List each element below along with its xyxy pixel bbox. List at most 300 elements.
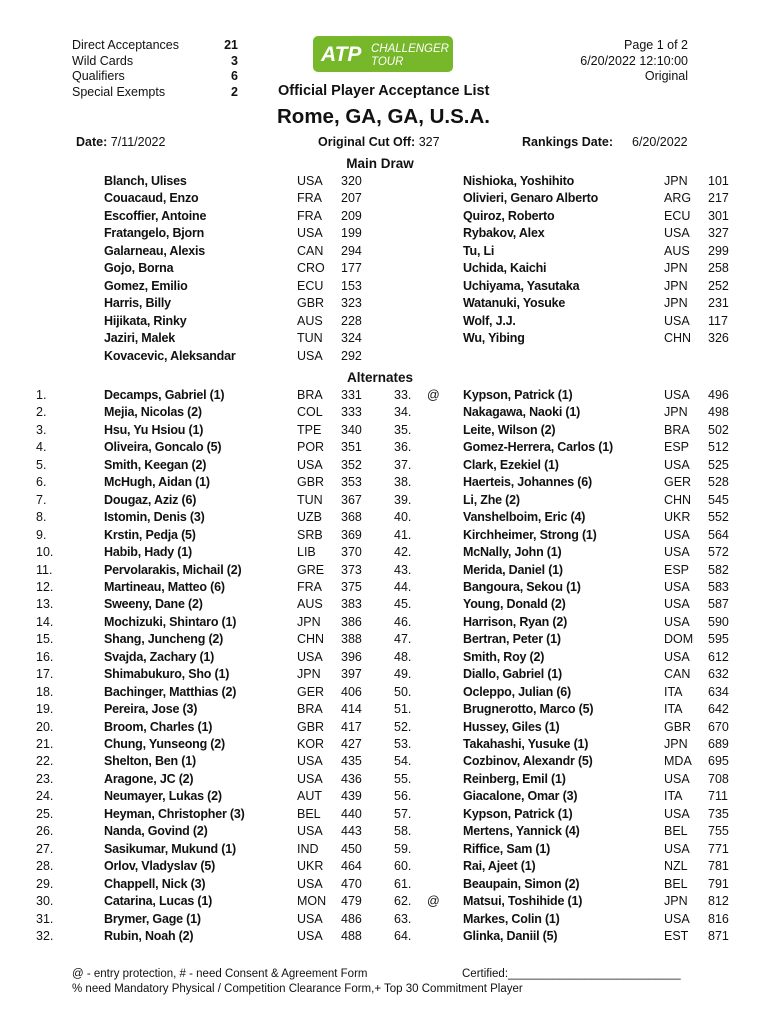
player-country: BEL <box>664 876 688 891</box>
player-country: JPN <box>664 405 688 420</box>
rankings-date-label: Rankings Date: <box>522 135 613 149</box>
player-rank: 708 <box>708 771 729 786</box>
player-rank: 414 <box>341 702 362 717</box>
player-name: Watanuki, Yosuke <box>463 296 566 311</box>
player-rank: 525 <box>708 457 729 472</box>
player-country: USA <box>664 313 690 328</box>
tournament-name: Rome, GA, GA, U.S.A. <box>277 105 490 128</box>
player-name: Galarneau, Alexis <box>104 243 206 258</box>
alternate-number: 46. <box>394 614 412 629</box>
player-country: USA <box>664 527 690 542</box>
player-rank: 464 <box>341 859 362 874</box>
alternate-number: 39. <box>394 492 412 507</box>
player-rank: 816 <box>708 911 729 926</box>
summary-row <box>72 38 238 54</box>
summary-count: 21 <box>224 38 238 52</box>
player-country: USA <box>664 911 690 926</box>
player-country: FRA <box>297 191 322 206</box>
player-rank: 373 <box>341 562 362 577</box>
player-rank: 326 <box>708 331 729 346</box>
player-country: KOR <box>297 737 325 751</box>
player-country: COL <box>297 405 323 420</box>
entry-protection-mark: @ <box>427 388 440 402</box>
alternate-number: 43. <box>394 562 412 577</box>
player-name: Heyman, Christopher (3) <box>104 806 245 821</box>
alternate-number: 50. <box>394 684 412 699</box>
player-rank: 590 <box>708 614 729 629</box>
player-name: Kovacevic, Aleksandar <box>104 348 236 363</box>
atp-challenger-logo <box>313 35 453 73</box>
player-rank: 436 <box>341 771 362 786</box>
player-country: CRO <box>297 261 325 276</box>
player-name: Markes, Colin (1) <box>463 911 560 926</box>
player-rank: 443 <box>341 824 362 839</box>
player-rank: 351 <box>341 440 362 455</box>
player-name: Chappell, Nick (3) <box>104 876 206 891</box>
player-rank: 294 <box>341 243 362 258</box>
alternate-number: 56. <box>394 789 412 804</box>
player-name: Harrison, Ryan (2) <box>463 614 568 629</box>
player-rank: 564 <box>708 527 729 542</box>
player-country: USA <box>664 457 690 472</box>
player-name: Pervolarakis, Michail (2) <box>104 562 242 577</box>
player-country: USA <box>297 174 323 188</box>
alternate-number: 23. <box>36 771 54 786</box>
generated-datetime: 6/20/2022 12:10:00 <box>580 53 688 68</box>
player-country: BRA <box>297 388 323 402</box>
player-rank: 595 <box>708 632 729 647</box>
player-name: Hussey, Giles (1) <box>463 719 560 734</box>
alternate-number: 17. <box>36 667 54 682</box>
player-name: Aragone, JC (2) <box>104 771 194 786</box>
player-country: FRA <box>297 208 322 223</box>
player-name: Diallo, Gabriel (1) <box>463 667 563 682</box>
player-country: BRA <box>297 702 323 717</box>
player-rank: 397 <box>341 667 362 682</box>
player-name: Brymer, Gage (1) <box>104 911 201 926</box>
alternate-number: 4. <box>36 440 47 455</box>
player-name: Oliveira, Goncalo (5) <box>104 440 222 455</box>
summary-count: 6 <box>231 69 238 83</box>
main-draw-heading: Main Draw <box>346 156 414 171</box>
summary-row <box>72 85 238 101</box>
alternate-number: 20. <box>36 719 54 734</box>
alternate-number: 36. <box>394 440 412 455</box>
alternate-number: 5. <box>36 457 47 472</box>
alternate-number: 10. <box>36 545 54 560</box>
page-title: Official Player Acceptance List <box>278 83 490 99</box>
player-name: Blanch, Ulises <box>104 174 187 188</box>
player-country: GER <box>297 684 325 699</box>
alternate-number: 40. <box>394 510 412 525</box>
player-name: Haerteis, Johannes (6) <box>463 475 592 490</box>
alternate-number: 45. <box>394 597 412 612</box>
player-name: Mejia, Nicolas (2) <box>104 405 202 420</box>
player-country: USA <box>297 911 323 926</box>
player-rank: 735 <box>708 806 729 821</box>
player-country: JPN <box>664 261 688 276</box>
player-country: BRA <box>664 422 690 437</box>
alternate-number: 62. <box>394 894 412 909</box>
alternate-number: 27. <box>36 841 54 856</box>
player-rank: 470 <box>341 876 362 891</box>
player-rank: 324 <box>341 331 362 346</box>
player-name: Wolf, J.J. <box>463 313 516 328</box>
player-country: USA <box>297 348 323 363</box>
player-country: BEL <box>664 824 688 839</box>
alternate-number: 60. <box>394 859 412 874</box>
player-name: Gomez-Herrera, Carlos (1) <box>463 440 613 455</box>
player-name: Reinberg, Emil (1) <box>463 771 566 786</box>
player-country: NZL <box>664 859 688 874</box>
alternate-number: 38. <box>394 475 412 490</box>
player-name: Harris, Billy <box>104 296 171 311</box>
player-rank: 327 <box>708 226 729 241</box>
alternate-number: 37. <box>394 457 412 472</box>
alternate-number: 41. <box>394 527 412 542</box>
player-rank: 217 <box>708 191 729 206</box>
player-name: Leite, Wilson (2) <box>463 422 556 437</box>
player-rank: 333 <box>341 405 362 420</box>
player-name: Cozbinov, Alexandr (5) <box>463 754 593 769</box>
player-name: Istomin, Denis (3) <box>104 510 205 525</box>
entry-protection-mark: @ <box>427 894 440 909</box>
alternate-number: 19. <box>36 702 54 717</box>
player-name: Quiroz, Roberto <box>463 208 555 223</box>
player-name: Sweeny, Dane (2) <box>104 597 203 612</box>
player-name: McNally, John (1) <box>463 545 562 560</box>
player-country: MON <box>297 894 327 909</box>
player-name: Kypson, Patrick (1) <box>463 806 573 821</box>
player-country: USA <box>664 579 690 594</box>
player-name: Giacalone, Omar (3) <box>463 789 578 804</box>
summary-count: 2 <box>231 84 238 99</box>
summary-row <box>72 54 238 70</box>
player-country: UZB <box>297 510 322 525</box>
player-name: Gojo, Borna <box>104 261 174 276</box>
player-name: Takahashi, Yusuke (1) <box>463 737 589 751</box>
player-country: JPN <box>297 614 321 629</box>
alternate-number: 14. <box>36 614 54 629</box>
player-country: ECU <box>664 208 691 223</box>
alternate-number: 15. <box>36 632 54 647</box>
player-country: GBR <box>297 475 325 490</box>
player-name: Chung, Yunseong (2) <box>104 737 225 751</box>
player-name: Li, Zhe (2) <box>463 492 520 507</box>
player-country: JPN <box>664 296 688 311</box>
player-country: DOM <box>664 632 694 647</box>
alternate-number: 12. <box>36 579 54 594</box>
summary-label: Special Exempts <box>72 84 166 99</box>
player-rank: 117 <box>708 313 728 328</box>
alternate-number: 63. <box>394 911 412 926</box>
player-name: Dougaz, Aziz (6) <box>104 492 197 507</box>
player-country: JPN <box>664 737 688 751</box>
alternate-number: 29. <box>36 876 54 891</box>
player-country: UKR <box>297 859 324 874</box>
player-country: USA <box>664 545 690 560</box>
player-country: USA <box>664 226 690 241</box>
summary-label: Direct Acceptances <box>72 38 179 52</box>
player-rank: 383 <box>341 597 362 612</box>
player-name: Bachinger, Matthias (2) <box>104 684 237 699</box>
player-rank: 689 <box>708 737 729 751</box>
player-country: USA <box>664 771 690 786</box>
player-country: JPN <box>664 174 688 188</box>
player-name: Pereira, Jose (3) <box>104 702 198 717</box>
player-rank: 367 <box>341 492 362 507</box>
player-name: Bangoura, Sekou (1) <box>463 579 581 594</box>
alternate-number: 7. <box>36 492 47 507</box>
summary-count: 3 <box>231 53 238 68</box>
player-name: Rubin, Noah (2) <box>104 928 194 943</box>
player-country: CHN <box>664 331 692 346</box>
alternate-number: 28. <box>36 859 54 874</box>
alternate-number: 33. <box>394 388 412 402</box>
player-rank: 771 <box>708 841 729 856</box>
player-rank: 417 <box>341 719 362 734</box>
alternate-number: 26. <box>36 824 54 839</box>
player-rank: 634 <box>708 684 729 699</box>
alternate-number: 11. <box>36 562 53 577</box>
acceptance-summary <box>72 38 238 100</box>
alternate-number: 58. <box>394 824 412 839</box>
player-rank: 369 <box>341 527 362 542</box>
player-name: Uchiyama, Yasutaka <box>463 278 580 293</box>
alternate-number: 2. <box>36 405 47 420</box>
player-name: Orlov, Vladyslav (5) <box>104 859 216 874</box>
alternate-number: 24. <box>36 789 54 804</box>
player-country: USA <box>664 614 690 629</box>
alternate-number: 51. <box>394 702 412 717</box>
alternate-number: 30. <box>36 894 54 909</box>
player-rank: 755 <box>708 824 729 839</box>
alternate-number: 32. <box>36 928 54 943</box>
player-rank: 528 <box>708 475 729 490</box>
player-rank: 670 <box>708 719 729 734</box>
player-name: Catarina, Lucas (1) <box>104 894 213 909</box>
player-country: UKR <box>664 510 691 525</box>
player-rank: 695 <box>708 754 729 769</box>
player-country: FRA <box>297 579 322 594</box>
alternate-number: 31. <box>36 911 54 926</box>
player-country: TUN <box>297 331 323 346</box>
player-country: USA <box>297 754 323 769</box>
alternate-number: 44. <box>394 579 412 594</box>
player-name: Hijikata, Rinky <box>104 313 187 328</box>
alternate-number: 8. <box>36 510 47 525</box>
player-name: Mochizuki, Shintaro (1) <box>104 614 237 629</box>
player-rank: 812 <box>708 894 729 909</box>
player-country: GBR <box>664 719 692 734</box>
alternates-heading: Alternates <box>346 370 414 385</box>
player-name: Kypson, Patrick (1) <box>463 388 573 402</box>
svg-text:ATP: ATP <box>321 43 362 66</box>
player-rank: 502 <box>708 422 729 437</box>
player-country: USA <box>664 388 690 402</box>
player-country: AUS <box>664 243 690 258</box>
alternate-number: 53. <box>394 737 412 751</box>
player-name: Ocleppo, Julian (6) <box>463 684 572 699</box>
player-rank: 228 <box>341 313 362 328</box>
player-country: GER <box>664 475 692 490</box>
player-country: CAN <box>664 667 691 682</box>
alternate-number: 25. <box>36 806 54 821</box>
player-rank: 352 <box>341 457 362 472</box>
player-rank: 496 <box>708 388 729 402</box>
player-country: CHN <box>297 632 325 647</box>
player-country: JPN <box>297 667 321 682</box>
player-country: USA <box>297 876 323 891</box>
player-country: USA <box>297 771 323 786</box>
alternate-number: 64. <box>394 928 412 943</box>
player-rank: 498 <box>708 405 729 420</box>
player-name: Escoffier, Antoine <box>104 208 207 223</box>
player-name: Beaupain, Simon (2) <box>463 876 580 891</box>
player-name: Jaziri, Malek <box>104 331 176 346</box>
page-number: Page 1 of 2 <box>624 38 688 52</box>
player-name: Shang, Juncheng (2) <box>104 632 224 647</box>
player-name: Smith, Keegan (2) <box>104 457 207 472</box>
player-country: USA <box>297 928 323 943</box>
alternate-number: 48. <box>394 649 412 664</box>
player-country: GBR <box>297 719 325 734</box>
player-country: ARG <box>664 191 692 206</box>
player-country: MDA <box>664 754 692 769</box>
player-country: GRE <box>297 562 325 577</box>
player-country: CHN <box>664 492 692 507</box>
alternate-number: 49. <box>394 667 412 682</box>
player-rank: 177 <box>341 261 362 276</box>
player-name: Nakagawa, Naoki (1) <box>463 405 581 420</box>
player-name: Fratangelo, Bjorn <box>104 226 205 241</box>
alternate-number: 54. <box>394 754 412 769</box>
player-name: Habib, Hady (1) <box>104 545 192 560</box>
alternate-number: 18. <box>36 684 54 699</box>
player-rank: 209 <box>341 208 362 223</box>
alternate-number: 16. <box>36 649 54 664</box>
player-rank: 340 <box>341 422 362 437</box>
player-rank: 791 <box>708 876 729 891</box>
player-rank: 440 <box>341 806 362 821</box>
player-country: JPN <box>664 894 688 909</box>
player-name: Vanshelboim, Eric (4) <box>463 510 586 525</box>
player-rank: 435 <box>341 754 362 769</box>
player-name: Nanda, Govind (2) <box>104 824 208 839</box>
alternate-number: 6. <box>36 475 47 490</box>
player-name: Hsu, Yu Hsiou (1) <box>104 422 204 437</box>
player-country: USA <box>297 226 323 241</box>
player-rank: 439 <box>341 789 362 804</box>
svg-text:CHALLENGER: CHALLENGER <box>371 43 449 55</box>
alternate-number: 3. <box>36 422 47 437</box>
player-rank: 231 <box>708 296 729 311</box>
player-rank: 375 <box>341 579 362 594</box>
player-country: ESP <box>664 440 690 455</box>
player-name: Matsui, Toshihide (1) <box>463 894 583 909</box>
alternate-number: 57. <box>394 806 412 821</box>
player-country: ITA <box>664 789 683 804</box>
player-rank: 323 <box>341 296 362 311</box>
alternate-number: 1. <box>36 388 47 402</box>
player-rank: 486 <box>341 911 362 926</box>
player-country: SRB <box>297 527 323 542</box>
player-country: POR <box>297 440 325 455</box>
certified-line: Certified:___________________________ <box>462 968 681 980</box>
player-name: Nishioka, Yoshihito <box>463 174 575 188</box>
player-rank: 368 <box>341 510 362 525</box>
player-name: Sasikumar, Mukund (1) <box>104 841 236 856</box>
alternate-number: 35. <box>394 422 412 437</box>
player-country: GBR <box>297 296 325 311</box>
player-name: Merida, Daniel (1) <box>463 562 563 577</box>
rankings-date-value: 6/20/2022 <box>632 135 688 149</box>
player-country: CAN <box>297 243 324 258</box>
alternate-number: 34. <box>394 405 412 420</box>
player-rank: 488 <box>341 928 362 943</box>
player-rank: 258 <box>708 261 729 276</box>
player-country: ITA <box>664 702 683 717</box>
player-name: Smith, Roy (2) <box>463 649 545 664</box>
player-rank: 781 <box>708 859 729 874</box>
svg-text:TOUR: TOUR <box>371 56 404 68</box>
player-name: Broom, Charles (1) <box>104 719 213 734</box>
player-rank: 207 <box>341 191 362 206</box>
player-rank: 450 <box>341 841 362 856</box>
player-rank: 545 <box>708 492 729 507</box>
alternate-number: 59. <box>394 841 412 856</box>
player-rank: 583 <box>708 579 729 594</box>
player-rank: 331 <box>341 388 362 402</box>
player-name: Decamps, Gabriel (1) <box>104 388 225 402</box>
player-country: ITA <box>664 684 683 699</box>
player-name: McHugh, Aidan (1) <box>104 475 210 490</box>
player-country: ECU <box>297 278 324 293</box>
player-rank: 582 <box>708 562 729 577</box>
player-rank: 512 <box>708 440 729 455</box>
summary-label: Wild Cards <box>72 53 134 68</box>
player-rank: 320 <box>341 174 362 188</box>
player-rank: 153 <box>341 278 362 293</box>
player-country: USA <box>297 457 323 472</box>
player-rank: 711 <box>708 789 728 804</box>
original-cutoff: Original Cut Off: 327 <box>318 135 440 149</box>
player-rank: 386 <box>341 614 362 629</box>
alternate-number: 55. <box>394 771 412 786</box>
player-rank: 292 <box>341 348 362 363</box>
player-country: BEL <box>297 806 321 821</box>
player-country: AUS <box>297 597 323 612</box>
player-rank: 479 <box>341 894 362 909</box>
player-country: ESP <box>664 562 690 577</box>
player-name: Gomez, Emilio <box>104 278 188 293</box>
player-name: Kirchheimer, Strong (1) <box>463 527 597 542</box>
player-country: USA <box>297 649 323 664</box>
player-country: USA <box>664 649 690 664</box>
player-rank: 427 <box>341 737 362 751</box>
player-name: Tu, Li <box>463 243 495 258</box>
player-country: USA <box>664 806 690 821</box>
tournament-date: Date: 7/11/2022 <box>76 135 166 149</box>
player-rank: 572 <box>708 545 729 560</box>
player-name: Wu, Yibing <box>463 331 525 346</box>
player-rank: 301 <box>708 208 729 223</box>
player-country: JPN <box>664 278 688 293</box>
document-status: Original <box>644 69 688 83</box>
player-name: Martineau, Matteo (6) <box>104 579 225 594</box>
player-country: USA <box>664 597 690 612</box>
player-country: USA <box>664 841 690 856</box>
